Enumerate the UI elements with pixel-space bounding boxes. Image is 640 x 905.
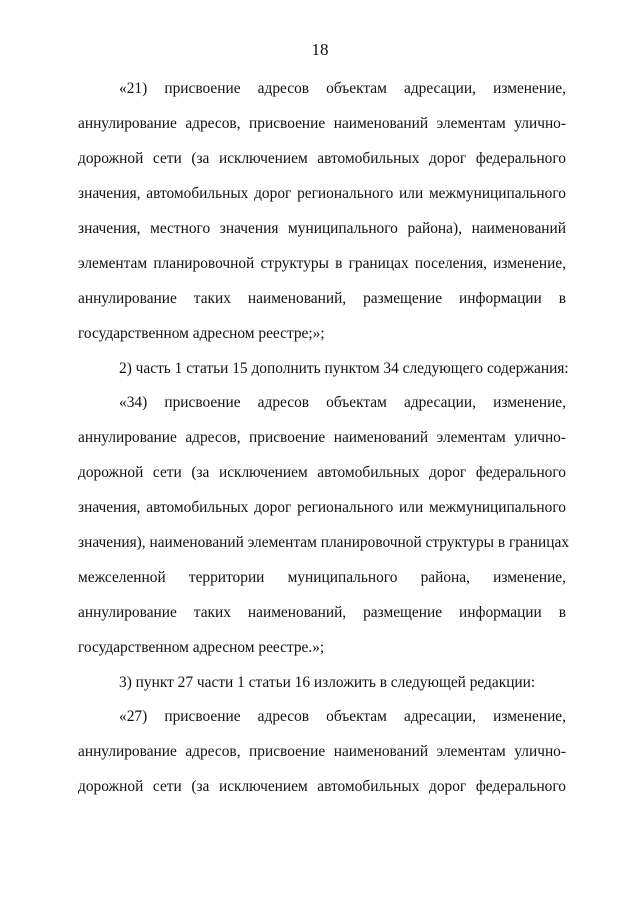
text-line: аннулирование таких наименований, размещение информации в <box>78 290 566 307</box>
text-line: аннулирование адресов, присвоение наименований элементам улично- <box>78 429 566 446</box>
text-line: «21) присвоение адресов объектам адресации, изменение, <box>119 80 566 97</box>
text-line: дорожной сети (за исключением автомобильных дорог федерального <box>78 150 566 167</box>
text-line: аннулирование адресов, присвоение наименований элементам улично- <box>78 743 566 760</box>
page-number: 18 <box>311 40 329 59</box>
text-line: 2) часть 1 статьи 15 дополнить пунктом 34 следующего содержания: <box>119 360 569 377</box>
text-line: 3) пункт 27 части 1 статьи 16 изложить в следующей редакции: <box>119 674 536 691</box>
text-line: дорожной сети (за исключением автомобильных дорог федерального <box>78 778 566 795</box>
text-line: элементам планировочной структуры в границах поселения, изменение, <box>78 255 566 272</box>
text-line: «27) присвоение адресов объектам адресации, изменение, <box>119 708 566 725</box>
text-line: дорожной сети (за исключением автомобильных дорог федерального <box>78 464 566 481</box>
text-line: аннулирование адресов, присвоение наименований элементам улично- <box>78 115 566 132</box>
text-line: значения, местного значения муниципального района), наименований <box>78 220 566 237</box>
text-line: аннулирование таких наименований, размещение информации в <box>78 604 566 621</box>
text-line: межселенной территории муниципального района, изменение, <box>78 569 566 586</box>
text-line: государственном адресном реестре;»; <box>78 325 325 342</box>
text-line: «34) присвоение адресов объектам адресации, изменение, <box>119 394 566 411</box>
text-line: значения, автомобильных дорог регионального или межмуниципального <box>78 499 566 516</box>
text-line: значения), наименований элементам планировочной структуры в границах <box>78 534 570 551</box>
text-line: государственном адресном реестре.»; <box>78 639 325 656</box>
text-line: значения, автомобильных дорог регионального или межмуниципального <box>78 185 566 202</box>
